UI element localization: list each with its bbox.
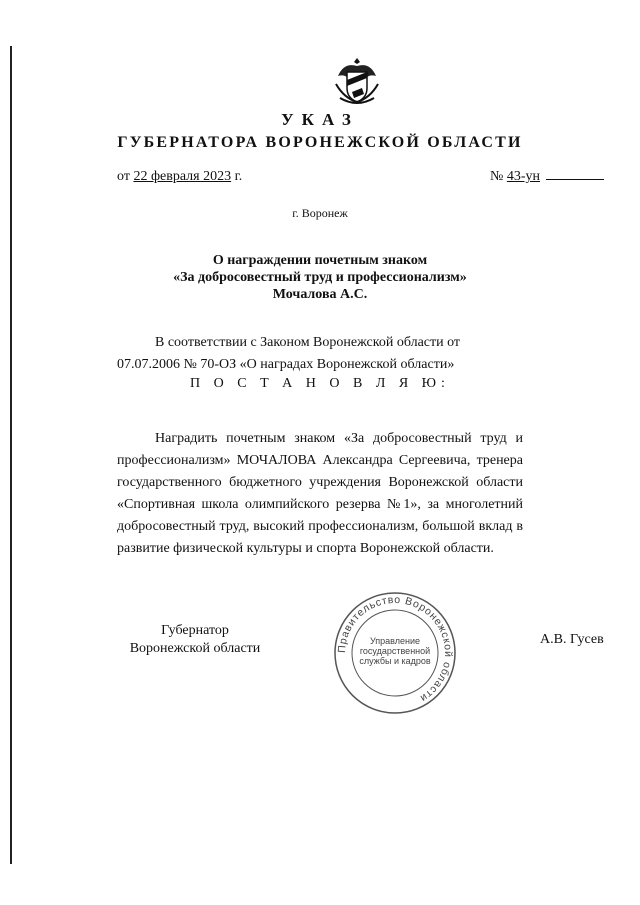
date-prefix: от	[117, 169, 130, 184]
signer-position-line-1: Губернатор	[161, 623, 229, 638]
award-paragraph: Наградить почетным знаком «За добросовестный труд и профессионализм» МОЧАЛОВА Александра Сергеевича, тренера государственного бюджетного учреждения Воронежской области «Спортивная школа олимпийского резерва №1», за многолетний добросовестный труд, высокий профессионализм, большой вклад в развитие физической культуры и спорта Воронежской области.	[117, 431, 523, 556]
official-stamp	[330, 588, 460, 718]
city: г. Воронеж	[292, 206, 348, 220]
signer-name: А.В. Гусев	[540, 632, 604, 647]
stamp-inner-line-3: службы и кадров	[359, 656, 431, 666]
document-subject	[0, 252, 640, 303]
subject-line-2: «За добросовестный труд и профессионализм»	[173, 270, 467, 285]
preamble-paragraph: В соответствии с Законом Воронежской области от 07.07.2006 № 70-ОЗ «О наградах Воронежской области»	[117, 335, 461, 372]
date-suffix: г.	[234, 169, 243, 184]
decree-word: П О С Т А Н О В Л Я Ю:	[190, 376, 450, 391]
number-row	[490, 169, 604, 185]
document-subtitle: ГУБЕРНАТОРА ВОРОНЕЖСКОЙ ОБЛАСТИ	[117, 134, 523, 151]
coat-of-arms-icon	[330, 54, 384, 108]
subject-line-1: О награждении почетным знаком	[212, 253, 428, 268]
signer-position-line-2: Воронежской области	[129, 641, 261, 656]
date-row	[117, 169, 242, 185]
document-title: УКАЗ	[281, 110, 359, 129]
number-underline	[546, 178, 604, 180]
document-date: 22 февраля 2023	[133, 169, 232, 184]
document-number: 43-ун	[506, 169, 541, 184]
stamp-inner-line-1: Управление	[369, 636, 421, 646]
stamp-inner-line-2: государственной	[359, 646, 431, 656]
stamp-outer-text: Правительство Воронежской области	[335, 593, 455, 705]
left-margin-line	[10, 46, 12, 864]
subject-line-3: Мочалова А.С.	[272, 287, 368, 302]
number-prefix: №	[490, 169, 504, 184]
signer-position	[120, 622, 270, 658]
